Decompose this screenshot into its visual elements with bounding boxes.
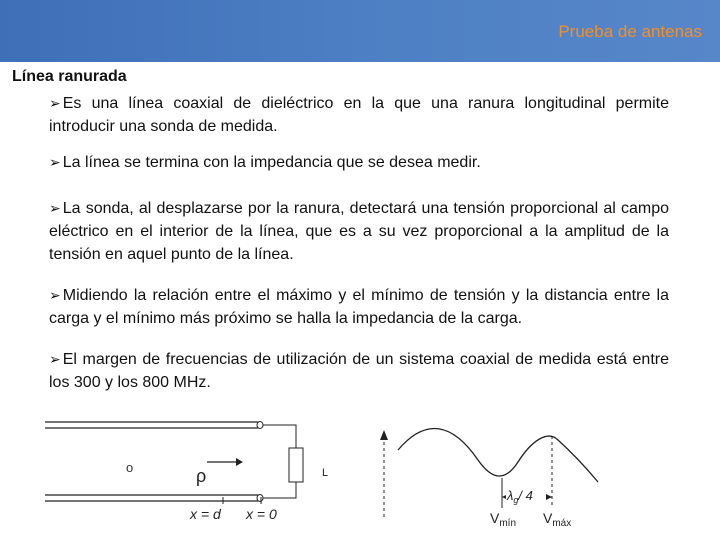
bullet-item <box>49 151 669 174</box>
arrow-bullet-icon: ➢ <box>49 95 61 111</box>
bullet-text: Es una línea coaxial de dieléctrico en la que una ranura longitudinal permite introducir una sonda de medida. <box>49 95 669 135</box>
bullet-text: La sonda, al desplazarse por la ranura, detectará una tensión proporcional al campo eléctrico en el interior de la línea, que es a su vez proporcional a la amplitud de la tensión en aquel punto de la línea. <box>49 200 669 263</box>
label-x-d: x = d <box>190 506 221 522</box>
arrow-bullet-icon: ➢ <box>49 287 61 303</box>
span-arrow-right-icon <box>546 494 552 500</box>
standing-wave-figure <box>380 428 598 529</box>
slotted-line-diagram <box>0 405 720 540</box>
bullet-item <box>49 92 669 138</box>
bullet-item <box>49 197 669 266</box>
label-rho: ρ <box>196 466 207 486</box>
label-lambda: $\lambda_g/$ 4 <box>507 488 533 505</box>
load-lead-top <box>263 425 296 448</box>
arrow-bullet-icon: ➢ <box>49 200 61 216</box>
label-load: L <box>322 467 329 479</box>
axis-arrow-icon <box>380 430 388 440</box>
bullet-text: El margen de frecuencias de utilización de un sistema coaxial de medida está entre los 300 y los 800 MHz. <box>49 351 669 391</box>
coaxial-line-figure <box>45 422 328 523</box>
label-o: o <box>126 460 134 475</box>
label-x-0: x = 0 <box>246 506 277 522</box>
label-vmax: $V_{máx}$ <box>543 510 572 529</box>
label-vmin: $V_{mín}$ <box>490 510 517 529</box>
arrow-head-icon <box>236 458 243 466</box>
bullet-item <box>49 284 669 330</box>
bullet-item <box>49 348 669 394</box>
section-heading: Línea ranurada <box>12 68 127 85</box>
slide-title: Prueba de antenas <box>558 22 702 41</box>
line-end-bottom <box>257 495 263 502</box>
line-end-top <box>257 422 263 429</box>
load-impedance <box>289 448 303 482</box>
arrow-bullet-icon: ➢ <box>49 154 61 170</box>
bullet-text: La línea se termina con la impedancia que se desea medir. <box>62 154 481 171</box>
bullet-text: Midiendo la relación entre el máximo y el mínimo de tensión y la distancia entre la carga y el mínimo más próximo se halla la impedancia de la carga. <box>49 287 669 327</box>
arrow-bullet-icon: ➢ <box>49 351 61 367</box>
standing-wave-curve <box>398 428 598 482</box>
header-bar <box>0 0 720 62</box>
load-lead-bottom <box>263 482 296 498</box>
